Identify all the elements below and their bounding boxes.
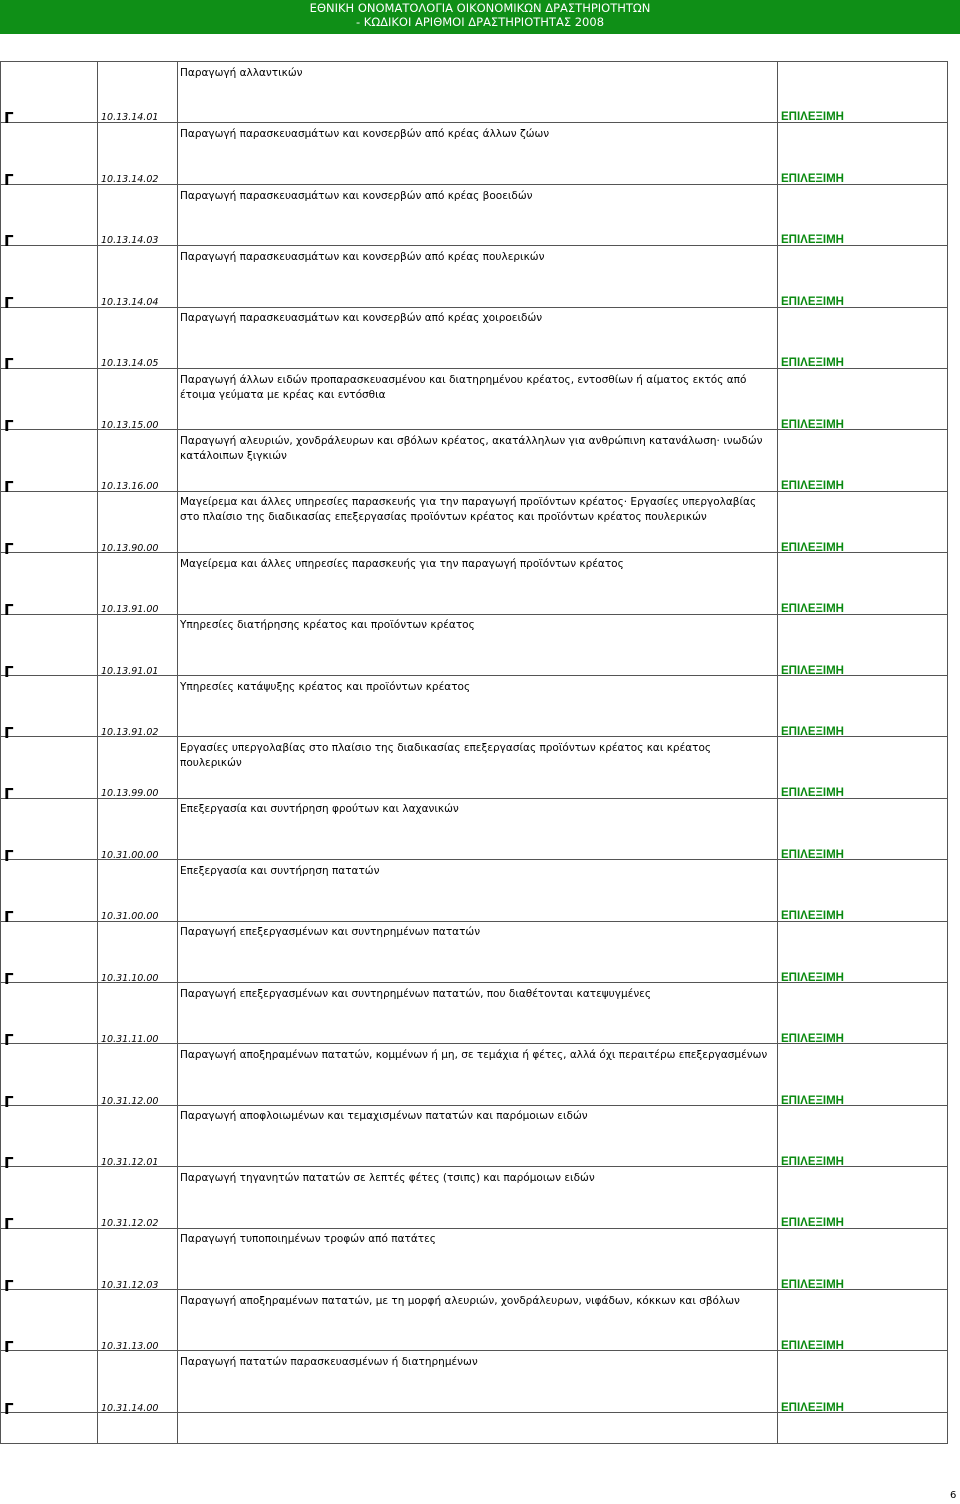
category-letter: Γ [4,1093,14,1111]
activity-code: 10.31.12.03 [101,1280,159,1291]
code-row [0,173,948,187]
activity-description: Παραγωγή πατατών παρασκευασμένων ή διατηρημένων [180,1356,478,1368]
activity-description: Παραγωγή αποξηραμένων πατατών, κομμένων ή μη, σε τεμάχια ή φέτες, αλλά όχι περαιτέρω επεξεργασμένων [180,1049,768,1061]
code-row [0,480,948,494]
activity-description: Παραγωγή αλευριών, χονδράλευρων και σβόλων κρέατος, ακατάλληλων για ανθρώπινη κατανάλωση· ινωδών κατάλοιπων ξιγκιών [180,435,763,462]
eligibility-flag: ΕΠΙΛΕΞΙΜΗ [781,665,844,677]
code-row [0,1402,948,1416]
activity-description: Επεξεργασία και συντήρηση πατατών [180,865,380,877]
activity-code: 10.13.16.00 [101,481,159,492]
activity-code: 10.31.00.00 [101,911,159,922]
activity-description: Παραγωγή αλλαντικών [180,67,303,79]
category-letter: Γ [4,724,14,742]
category-letter: Γ [4,1277,14,1295]
eligibility-flag: ΕΠΙΛΕΞΙΜΗ [781,726,844,738]
table-column-divider [777,61,778,1444]
activity-description: Παραγωγή παρασκευασμάτων και κονσερβών από κρέας βοοειδών [180,190,533,202]
eligibility-flag: ΕΠΙΛΕΞΙΜΗ [781,603,844,615]
eligibility-flag: ΕΠΙΛΕΞΙΜΗ [781,1340,844,1352]
activity-code: 10.31.12.01 [101,1157,159,1168]
table-column-divider [97,61,98,1444]
category-letter: Γ [4,540,14,558]
activity-description: Παραγωγή παρασκευασμάτων και κονσερβών από κρέας χοιροειδών [180,312,543,324]
header-title: ΕΘΝΙΚΗ ΟΝΟΜΑΤΟΛΟΓΙΑ ΟΙΚΟΝΟΜΙΚΩΝ ΔΡΑΣΤΗΡΙΟΤΗΤΩΝ [309,1,651,15]
category-letter: Γ [4,663,14,681]
activity-code: 10.31.10.00 [101,973,159,984]
activity-code: 10.13.14.04 [101,297,159,308]
code-row [0,787,948,801]
activity-description: Παραγωγή επεξεργασμένων και συντηρημένων πατατών [180,926,481,938]
code-row [0,419,948,433]
activity-description: Παραγωγή παρασκευασμάτων και κονσερβών από κρέας πουλερικών [180,251,545,263]
activity-description: Εργασίες υπεργολαβίας στο πλαίσιο της διαδικασίας επεξεργασίας προϊόντων κρέατος και κρέατος πουλερικών [180,742,712,769]
table-row-divider [0,61,948,62]
activity-code: 10.13.14.02 [101,174,159,185]
activity-description: Παραγωγή αποξηραμένων πατατών, με τη μορφή αλευριών, χονδράλευρων, νιφάδων, κόκκων και σβόλων [180,1295,740,1307]
page-number: 6 [950,1490,957,1501]
activity-description: Μαγείρεμα και άλλες υπηρεσίες παρασκευής για την παραγωγή προϊόντων κρέατος· Εργασίες υπεργολαβίας στο πλαίσιο της διαδικασίας επεξεργασίας προϊόντων κρέατος και προϊόντων κρέατος πουλερικών [180,496,757,523]
eligibility-flag: ΕΠΙΛΕΞΙΜΗ [781,234,844,246]
category-letter: Γ [4,601,14,619]
code-row [0,603,948,617]
category-letter: Γ [4,970,14,988]
activity-description: Μαγείρεμα και άλλες υπηρεσίες παρασκευής για την παραγωγή προϊόντων κρέατος [180,558,624,570]
code-row [0,542,948,556]
activity-description: Παραγωγή άλλων ειδών προπαρασκευασμένου και διατηρημένου κρέατος, εντοσθίων ή αίματος εκτός από έτοιμα γεύματα με κρέας και εντόσθια [180,374,747,401]
activity-code: 10.13.91.01 [101,666,159,677]
code-row [0,1279,948,1293]
eligibility-flag: ΕΠΙΛΕΞΙΜΗ [781,480,844,492]
category-letter: Γ [4,1338,14,1356]
activity-code: 10.13.90.00 [101,543,159,554]
activity-code: 10.31.14.00 [101,1403,159,1414]
code-row [0,1340,948,1354]
activity-code: 10.13.99.00 [101,788,159,799]
category-letter: Γ [4,1215,14,1233]
activity-code: 10.31.00.00 [101,850,159,861]
table-column-divider [177,61,178,1444]
activity-code: 10.31.13.00 [101,1341,159,1352]
activity-code: 10.13.14.03 [101,235,159,246]
activity-description: Παραγωγή παρασκευασμάτων και κονσερβών από κρέας άλλων ζώων [180,128,550,140]
activity-code: 10.13.14.05 [101,358,159,369]
activity-code: 10.31.11.00 [101,1034,159,1045]
eligibility-flag: ΕΠΙΛΕΞΙΜΗ [781,972,844,984]
activity-description: Παραγωγή τηγανητών πατατών σε λεπτές φέτες (τσιπς) και παρόμοιων ειδών [180,1172,595,1184]
eligibility-flag: ΕΠΙΛΕΞΙΜΗ [781,296,844,308]
category-letter: Γ [4,232,14,250]
code-row [0,972,948,986]
category-letter: Γ [4,1400,14,1418]
category-letter: Γ [4,785,14,803]
category-letter: Γ [4,478,14,496]
activity-code: 10.13.15.00 [101,420,159,431]
category-letter: Γ [4,109,14,127]
activity-description: Υπηρεσίες κατάψυξης κρέατος και προϊόντων κρέατος [180,681,471,693]
eligibility-flag: ΕΠΙΛΕΞΙΜΗ [781,1095,844,1107]
eligibility-flag: ΕΠΙΛΕΞΙΜΗ [781,542,844,554]
code-row [0,1033,948,1047]
eligibility-flag: ΕΠΙΛΕΞΙΜΗ [781,173,844,185]
code-row [0,910,948,924]
eligibility-flag: ΕΠΙΛΕΞΙΜΗ [781,910,844,922]
code-row [0,665,948,679]
eligibility-flag: ΕΠΙΛΕΞΙΜΗ [781,1402,844,1414]
activity-code: 10.31.12.00 [101,1096,159,1107]
eligibility-flag: ΕΠΙΛΕΞΙΜΗ [781,1156,844,1168]
header-subtitle: - ΚΩΔΙΚΟΙ ΑΡΙΘΜΟΙ ΔΡΑΣΤΗΡΙΟΤΗΤΑΣ 2008 [355,15,605,29]
activity-code: 10.13.91.02 [101,727,159,738]
code-row [0,849,948,863]
table-row-divider [0,1443,948,1444]
eligibility-flag: ΕΠΙΛΕΞΙΜΗ [781,1033,844,1045]
category-letter: Γ [4,294,14,312]
document-header [0,0,960,34]
activity-description: Παραγωγή επεξεργασμένων και συντηρημένων πατατών, που διαθέτονται κατεψυγμένες [180,988,652,1000]
category-letter: Γ [4,1031,14,1049]
activity-description: Παραγωγή αποφλοιωμένων και τεμαχισμένων πατατών και παρόμοιων ειδών [180,1110,588,1122]
activity-description: Επεξεργασία και συντήρηση φρούτων και λαχανικών [180,803,459,815]
code-row [0,1156,948,1170]
code-row [0,1095,948,1109]
activity-code: 10.31.12.02 [101,1218,159,1229]
code-row [0,111,948,125]
activity-code: 10.13.14.01 [101,112,159,123]
eligibility-flag: ΕΠΙΛΕΞΙΜΗ [781,787,844,799]
category-letter: Γ [4,355,14,373]
table-column-divider [0,61,1,1444]
code-row [0,1217,948,1231]
category-letter: Γ [4,847,14,865]
category-letter: Γ [4,417,14,435]
eligibility-flag: ΕΠΙΛΕΞΙΜΗ [781,1279,844,1291]
eligibility-flag: ΕΠΙΛΕΞΙΜΗ [781,419,844,431]
eligibility-flag: ΕΠΙΛΕΞΙΜΗ [781,111,844,123]
activity-description: Υπηρεσίες διατήρησης κρέατος και προϊόντων κρέατος [180,619,475,631]
eligibility-flag: ΕΠΙΛΕΞΙΜΗ [781,1217,844,1229]
eligibility-flag: ΕΠΙΛΕΞΙΜΗ [781,849,844,861]
eligibility-flag: ΕΠΙΛΕΞΙΜΗ [781,357,844,369]
activity-description: Παραγωγή τυποποιημένων τροφών από πατάτες [180,1233,436,1245]
table-column-divider [947,61,948,1444]
code-row [0,726,948,740]
code-row [0,234,948,248]
category-letter: Γ [4,1154,14,1172]
code-row [0,296,948,310]
category-letter: Γ [4,171,14,189]
activity-code: 10.13.91.00 [101,604,159,615]
code-row [0,357,948,371]
category-letter: Γ [4,908,14,926]
